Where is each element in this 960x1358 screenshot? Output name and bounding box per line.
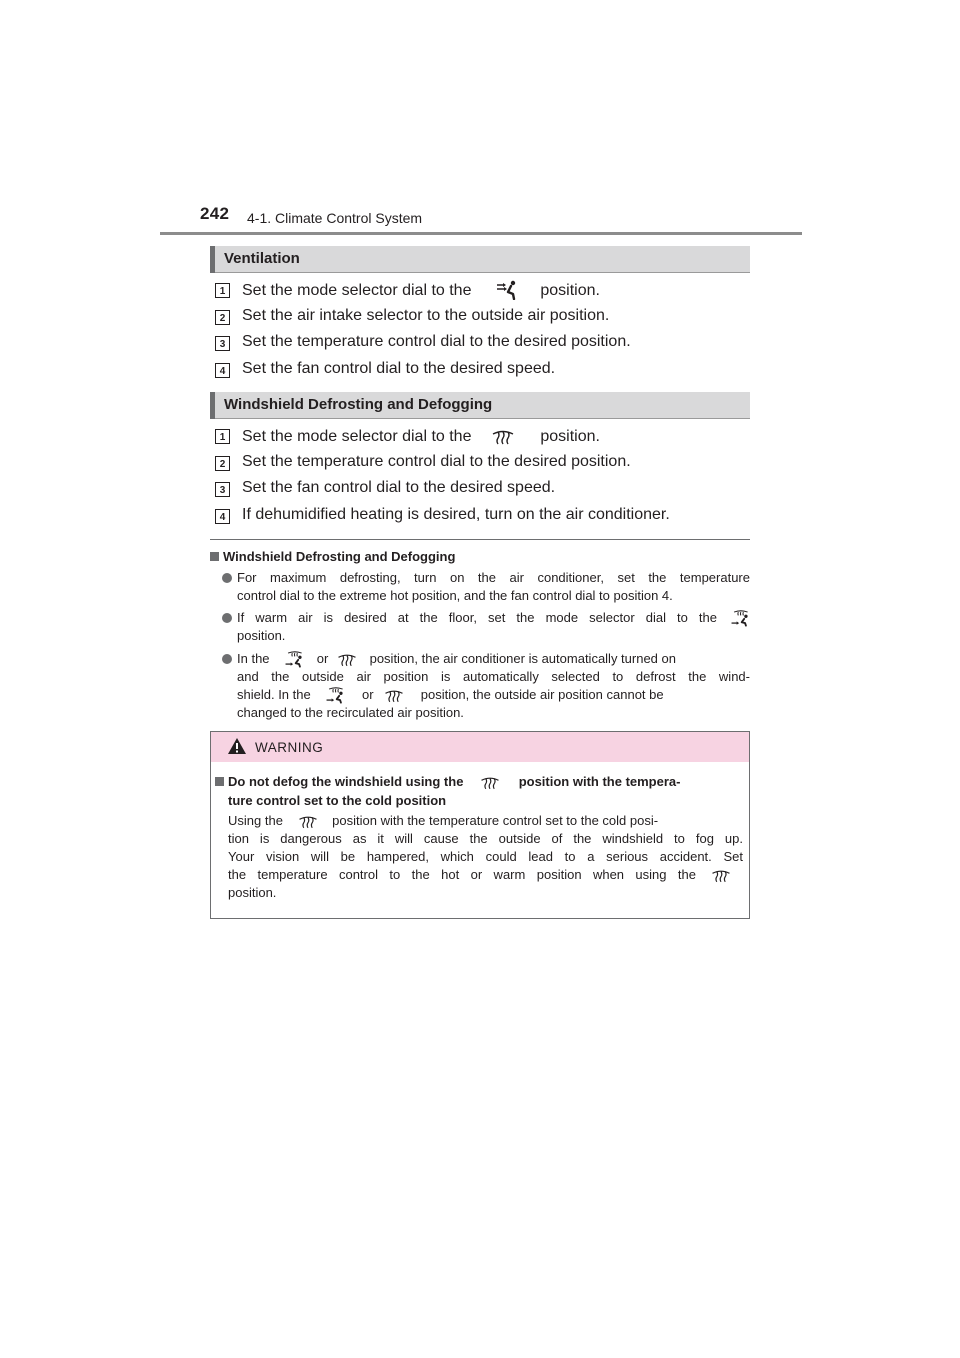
warning-heading-line: ture control set to the cold position [228,793,447,808]
note-line [222,650,750,668]
header-rule [160,232,802,235]
note-bullet-1 [222,569,750,604]
ventilation-heading-bar [210,246,750,273]
note-line-text: If warm air is desired at the floor, set the mode selector dial to the [237,610,717,625]
warning-text: position with the tempera- [518,774,681,789]
floor-windshield-icon [283,650,305,668]
windshield-defrost-icon [710,866,732,884]
page-number: 242 [200,204,230,223]
note-text: or [316,651,329,666]
note-line [222,609,750,627]
section-title: 4-1. Climate Control System [247,210,423,226]
note-line: position. [237,628,286,643]
warning-text: the temperature control to the hot or warm position when using the [228,867,696,882]
notes-rule [210,539,750,540]
heading-accent [210,392,215,419]
floor-windshield-icon [729,609,751,627]
bullet-dot-icon [222,573,232,583]
warning-label: WARNING [255,740,324,755]
warning-text: Using the [228,813,283,828]
warning-box [210,731,750,919]
step-number: 2 [215,456,230,471]
step-text-post: position. [540,428,600,445]
windshield-defrost-icon [490,426,516,446]
windshield-defrost-icon [479,773,501,791]
warning-body-line [228,866,743,884]
step-text [242,280,600,300]
step-text: Set the fan control dial to the desired speed. [242,479,556,496]
note-line: and the outside air position is automatically selected to defrost the wind- [237,669,750,684]
note-text: shield. In the [237,686,311,702]
warning-band [211,732,749,762]
step-number: 4 [215,509,230,524]
note-line: changed to the recirculated air position. [237,704,464,720]
notes-heading [210,549,455,564]
step-text: If dehumidified heating is desired, turn on the air conditioner. [242,506,670,523]
step-number: 3 [215,482,230,497]
notes-heading-text: Windshield Defrosting and Defogging [223,549,456,564]
warning-text: position with the temperature control set to the cold posi- [332,813,659,828]
step-text: Set the temperature control dial to the desired position. [242,333,631,350]
bullet-dot-icon [222,613,232,623]
ventilation-title: Ventilation [224,250,300,267]
warning-text: Do not defog the windshield using the [228,774,464,789]
warning-text: Your vision will be hampered, which could lead to a serious accident. Set [228,849,743,864]
defrost-heading-bar [210,392,750,419]
step-number: 1 [215,429,230,444]
square-bullet-icon [210,552,219,561]
square-bullet-icon [215,777,224,786]
note-text: or [361,686,374,702]
step-number: 3 [215,336,230,351]
step-text [242,426,600,446]
step-text-post: position. [540,282,600,299]
note-line: For maximum defrosting, turn on the air conditioner, set the temperature [237,570,750,585]
warning-heading-line [215,773,743,791]
step-text: Set the fan control dial to the desired speed. [242,360,556,377]
windshield-defrost-icon [336,650,358,668]
note-line: control dial to the extreme hot position, and the fan control dial to position 4. [237,587,673,603]
note-line [222,686,750,704]
step-number: 2 [215,310,230,325]
note-bullet-2 [222,609,750,645]
floor-windshield-icon [324,686,346,704]
face-vent-icon [494,280,520,300]
heading-accent [210,246,215,273]
step-text-pre: Set the mode selector dial to the [242,428,472,445]
windshield-defrost-icon [297,812,319,830]
step-text-pre: Set the mode selector dial to the [242,282,472,299]
note-bullet-3 [222,650,750,721]
warning-body-line [215,812,756,830]
windshield-defrost-icon [383,686,405,704]
note-text: position, the outside air position cannot be [420,686,664,702]
warning-text: tion is dangerous as it will cause the outside of the windshield to fog up. [228,831,743,846]
warning-body-line [228,830,743,848]
warning-triangle-icon [227,737,247,755]
warning-body-line: position. [228,885,277,900]
step-text: Set the temperature control dial to the desired position. [242,453,631,470]
note-text: position, the air conditioner is automatically turned on [369,651,676,666]
defrost-title: Windshield Defrosting and Defogging [224,396,493,413]
note-text: In the [237,651,270,666]
step-number: 4 [215,363,230,378]
warning-body-line [228,848,743,866]
bullet-dot-icon [222,654,232,664]
step-number: 1 [215,283,230,298]
step-text: Set the air intake selector to the outside air position. [242,307,610,324]
